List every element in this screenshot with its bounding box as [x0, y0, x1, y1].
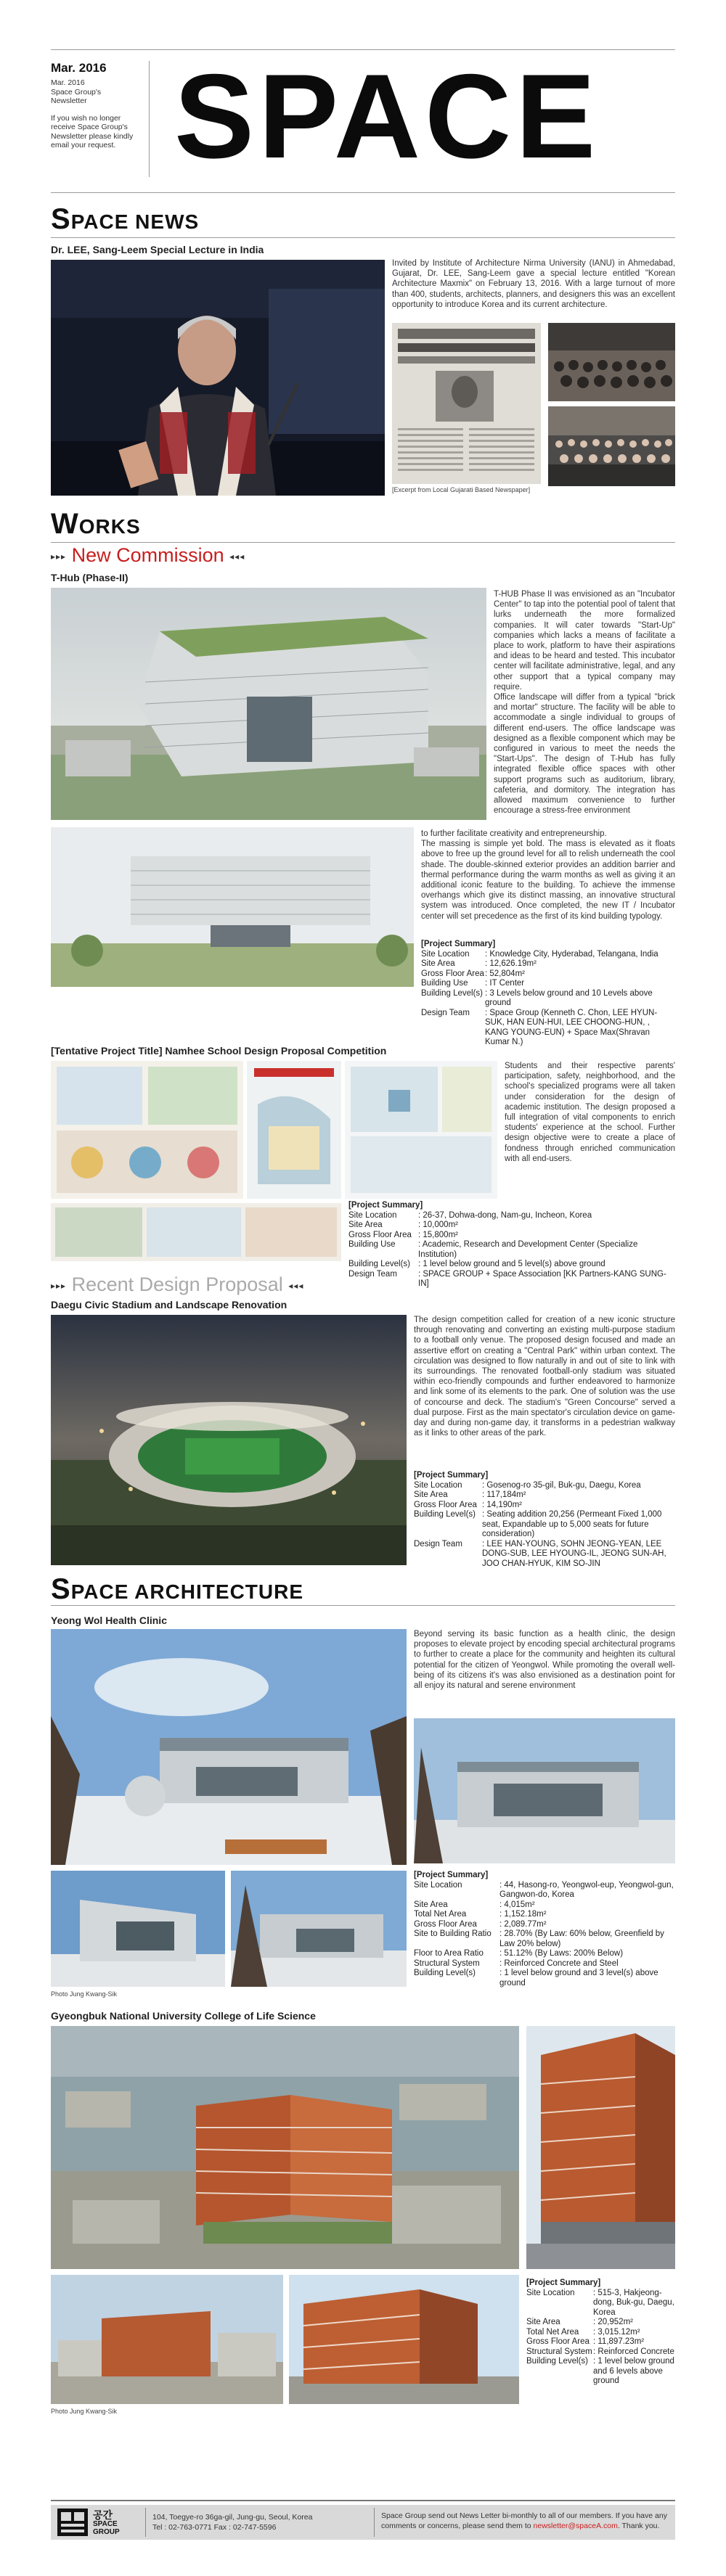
- unsubscribe-note: If you wish no longer receive Space Group's Newsletter please kindly email your request.: [51, 113, 134, 149]
- summary-row: [414, 1929, 675, 1949]
- footer-address: [152, 2512, 312, 2532]
- summary-value: : Reinforced Concrete: [593, 2347, 674, 2356]
- summary-key: Gross Floor Area: [414, 1500, 477, 1509]
- summary-row: [421, 979, 675, 989]
- daegu-summary-rows: [414, 1481, 675, 1570]
- summary-key: Site Area: [348, 1221, 383, 1229]
- gyeongbuk-photo-4: [289, 2275, 519, 2404]
- yeongwol-photo-4: [231, 1871, 407, 1987]
- namhee-title: [Tentative Project Title] Namhee School Design Proposal Competition: [51, 1045, 387, 1057]
- summary-key: Floor to Area Ratio: [414, 1949, 484, 1958]
- summary-row: [526, 2347, 675, 2358]
- works-heading-rest: ORKS: [78, 515, 141, 538]
- thub-body-1: T-HUB Phase II was envisioned as an "Incubator Center" to tap into the potential pool of talent that lurks underneath the more formalized companies. It will cater towards "Start-Up" companies which lacks a means of facilitate a place to work, platform to have their aspirations and ideas to be heard and tested. This incubator center will facilitate administrative, legal, and any other support that a typical company may require. Office landscape will differ from a typical "brick and mortar" structure. The facility will be able to accommodate a single individual to groups of different end-users. The office landscape was designed as a flexible component which may be configured in various to meet the needs the "Start-Ups". The design of T-Hub has fully integrated flexible office spaces with other support programs such as auditorium, library, cafeteria, and dormitory. The integration has allowed maximum convenience to further encourage a stress-free environment: [494, 590, 675, 816]
- footer-note-before: Space Group send out News Letter bi-monthly to all of our members. If you have any comments or concerns, please send them to: [381, 2511, 667, 2530]
- summary-row: [348, 1260, 675, 1270]
- summary-value: : IT Center: [485, 979, 525, 988]
- summary-row: [526, 2318, 675, 2328]
- summary-row: [414, 1540, 675, 1570]
- summary-row: [414, 1501, 675, 1511]
- summary-row: [414, 1969, 675, 1988]
- summary-key: Building Level(s): [526, 2357, 589, 2366]
- summary-row: [414, 1900, 675, 1911]
- logo-text-2: GROUP: [93, 2528, 120, 2536]
- footer-address-line: 104, Toegye-ro 36ga-gil, Jung-gu, Seoul, Korea: [152, 2513, 313, 2522]
- summary-key: Site to Building Ratio: [414, 1929, 492, 1938]
- summary-value: : 1 level below ground and 5 level(s) above ground: [418, 1260, 605, 1268]
- gyeongbuk-title: Gyeongbuk National University College of Life Science: [51, 2010, 316, 2022]
- summary-value: : 10,000m²: [418, 1221, 458, 1229]
- summary-key: Structural System: [414, 1958, 480, 1968]
- news-heading-rest: PACE NEWS: [70, 210, 200, 233]
- summary-row: [414, 1481, 675, 1491]
- clipping-caption: [Excerpt from Local Gujarati Based Newspaper]: [392, 486, 531, 493]
- logo-mark-icon: [57, 2508, 89, 2537]
- summary-value: : Gosenog-ro 35-gil, Buk-gu, Daegu, Korea: [482, 1480, 641, 1490]
- summary-value: : 11,897.23m²: [593, 2337, 645, 2346]
- namhee-body: Students and their respective parents' participation, safety, neighborhood, and the school's specialized programs were all taken under consideration for the design of academic institution. The design proposed a full integration of vital components to enrich students' experience at the school. Further design objective were to create a place of fondness through enriched communication with all end-users.: [505, 1062, 675, 1163]
- summary-row: [348, 1211, 675, 1221]
- thub-summary-head: [Project Summary]: [421, 940, 496, 948]
- summary-row: [421, 959, 675, 969]
- new-commission-label: [51, 544, 245, 567]
- summary-value: : 44, Hasong-ro, Yeongwol-eup, Yeongwol-gun, Gangwon-do, Korea: [499, 1880, 674, 1899]
- daegu-summary: [414, 1471, 675, 1569]
- group-photo: [548, 406, 675, 486]
- summary-value: : SPACE GROUP + Space Association [KK Partners-KANG SUNG-IN]: [418, 1269, 666, 1288]
- summary-key: Site Area: [421, 959, 455, 968]
- footer-divider: [145, 2508, 146, 2537]
- thub-elevation-render: [51, 827, 414, 987]
- namhee-summary: [348, 1201, 675, 1289]
- masthead-bottom-rule: [51, 192, 675, 193]
- footer-rule: [51, 2500, 675, 2501]
- summary-row: [414, 1490, 675, 1501]
- summary-key: Site Location: [414, 1880, 462, 1890]
- works-heading: [51, 508, 141, 541]
- summary-value: : 1 level below ground and 3 level(s) above ground: [499, 1969, 658, 1988]
- summary-key: Building Level(s): [414, 1510, 476, 1519]
- architecture-heading: [51, 1573, 303, 1606]
- summary-key: Site Location: [348, 1210, 397, 1220]
- summary-key: Total Net Area: [526, 2327, 579, 2337]
- arrows-right: ◂◂◂: [229, 551, 245, 562]
- summary-value: : Space Group (Kenneth C. Chon, LEE HYUN-SUK, HAN EUN-HUI, LEE CHOONG-HUN, , KANG YOUNG-EUN) + Space Max(Shravan Kumar N.): [485, 1008, 658, 1046]
- architecture-heading-rest: PACE ARCHITECTURE: [70, 1580, 304, 1603]
- gyeongbuk-facade-photo: [526, 2026, 675, 2269]
- summary-key: Total Net Area: [414, 1910, 467, 1919]
- summary-key: Building Level(s): [414, 1969, 476, 1977]
- summary-value: : 15,800m²: [418, 1230, 458, 1239]
- summary-row: [348, 1221, 675, 1231]
- summary-row: [348, 1270, 675, 1289]
- audience-photo: [548, 323, 675, 401]
- summary-key: Site Location: [421, 949, 470, 959]
- summary-key: Gross Floor Area: [526, 2337, 590, 2346]
- works-heading-initial: W: [51, 508, 79, 540]
- gyeongbuk-photo-credit: Photo Jung Kwang-Sik: [51, 2408, 118, 2415]
- summary-key: Site Area: [414, 1900, 448, 1909]
- summary-row: [414, 1920, 675, 1930]
- summary-row: [421, 950, 675, 960]
- thub-body-2: to further facilitate creativity and entrepreneurship. The massing is simple yet bold. The mass is elevated as it floats above to free up the ground level for all to relish underneath the cool shade. The double-skinned exterior provides an addition barrier and thermal performance during the warm months as well as giving it an additional iconic feature to the building. To achieve the immense overhangs which give its distinct massing, an innovative structural system was introduced. Once completed, the new IT / Incubator center will set precedence as the first of its kind building typology.: [421, 829, 675, 921]
- summary-row: [414, 1881, 675, 1900]
- gyeongbuk-photo-3: [51, 2275, 283, 2404]
- news-heading-initial: S: [51, 203, 71, 235]
- summary-value: : 20,952m²: [593, 2318, 633, 2326]
- summary-value: : 515-3, Hakjeong-dong, Buk-gu, Daegu, Korea: [593, 2288, 674, 2317]
- summary-row: [348, 1231, 675, 1241]
- summary-key: Building Level(s): [348, 1260, 411, 1268]
- summary-row: [414, 1510, 675, 1540]
- summary-row: [414, 1959, 675, 1969]
- summary-key: Gross Floor Area: [348, 1230, 412, 1239]
- architecture-rule: [51, 1605, 675, 1606]
- summary-key: Site Area: [526, 2318, 560, 2326]
- summary-row: [526, 2337, 675, 2347]
- daegu-title: Daegu Civic Stadium and Landscape Renovation: [51, 1299, 287, 1310]
- news-rule: [51, 237, 675, 238]
- summary-key: Gross Floor Area: [421, 969, 484, 978]
- summary-row: [421, 989, 675, 1009]
- issue-line-1: Mar. 2016: [51, 78, 85, 87]
- summary-value: : 52,804m²: [485, 969, 525, 978]
- yeongwol-summary: [414, 1871, 675, 1988]
- summary-key: Design Team: [421, 1008, 470, 1017]
- summary-value: : 14,190m²: [482, 1500, 522, 1509]
- summary-value: : 1 level below ground and 6 levels above ground: [593, 2357, 674, 2385]
- namhee-board-3: [345, 1061, 497, 1199]
- arrows-left: ▸▸▸: [51, 1280, 67, 1291]
- namhee-summary-rows: [348, 1211, 675, 1289]
- news-body: Invited by Institute of Architecture Nirma University (IANU) in Ahmedabad, Gujarat, Dr. LEE, Sang-Leem gave a special lecture entitled "Korean Architecture Maxmix" on February 13, 2016. With a large turnout of more than 400, students, architects, planners, and designers this was an excellent opportunity to introduce Korea and its current architecture.: [392, 259, 675, 309]
- summary-row: [414, 1910, 675, 1920]
- summary-row: [414, 1949, 675, 1959]
- new-commission-text: New Commission: [71, 544, 224, 566]
- thub-summary: [421, 940, 675, 1048]
- summary-row: [421, 969, 675, 980]
- gyeongbuk-summary-rows: [526, 2289, 675, 2387]
- summary-row: [421, 1009, 675, 1048]
- yeongwol-photo-credit: Photo Jung Kwang-Sik: [51, 1990, 118, 1998]
- footer-note: [381, 2511, 672, 2531]
- summary-value: : LEE HAN-YOUNG, SOHN JEONG-YEAN, LEE DONG-SUB, LEE HYOUNG-IL, JEONG SUN-AH, JOO CHAN-HYUK, KIM SO-JIN: [482, 1539, 666, 1568]
- summary-key: Design Team: [348, 1269, 397, 1279]
- yeongwol-title: Yeong Wol Health Clinic: [51, 1615, 167, 1626]
- gyeongbuk-summary-head: [Project Summary]: [526, 2278, 601, 2287]
- daegu-stadium-render: [51, 1315, 407, 1565]
- summary-value: : Reinforced Concrete and Steel: [499, 1958, 619, 1968]
- summary-value: : 3,015.12m²: [593, 2327, 640, 2337]
- summary-value: : Seating addition 20,256 (Permeant Fixed 1,000 seat, Expandable up to 5,000 seats for future consideration): [482, 1510, 662, 1538]
- summary-value: : 51.12% (By Laws: 200% Below): [499, 1949, 624, 1958]
- recent-proposal-label: [51, 1273, 303, 1296]
- logo-korean: 공간: [93, 2509, 113, 2521]
- summary-value: : 117,184m²: [482, 1490, 526, 1499]
- footer-note-after: . Thank you.: [617, 2522, 660, 2530]
- thub-summary-rows: [421, 950, 675, 1048]
- lecture-photo: [51, 260, 385, 496]
- summary-key: Site Location: [526, 2288, 575, 2297]
- newspaper-clipping: [392, 323, 541, 484]
- yeongwol-photo-3: [51, 1871, 225, 1987]
- masthead-divider: [149, 61, 150, 177]
- summary-value: : Knowledge City, Hyderabad, Telangana, India: [485, 949, 658, 959]
- summary-value: : 2,089.77m²: [499, 1919, 547, 1929]
- summary-key: Building Use: [421, 979, 468, 988]
- summary-key: Structural System: [526, 2347, 592, 2356]
- footer-divider-2: [374, 2508, 375, 2537]
- summary-key: Gross Floor Area: [414, 1919, 477, 1929]
- works-rule: [51, 542, 675, 543]
- daegu-body: The design competition called for creation of a new iconic structure through renovating and converting an existing multi-purpose stadium to a football only venue. The proposed design focused and made an assertive effort on creating a "Central Park" within urban context. The circulation was designed to flow naturally in and out of site to link with its surroundings. The renovated football-only stadium was situated within eco-friendly compounds and further endeavored to harmonize and link some of its elements to the park. One of solution was the use of concourse and deck. The stadium's "Green Concourse" served a dual purpose. First as the main spectator's circulation device on game-day and during non-game day, it transforms in a pedestrian walkway as it links to other areas of the park.: [414, 1316, 675, 1438]
- summary-key: Design Team: [414, 1539, 462, 1549]
- summary-row: [526, 2328, 675, 2338]
- namhee-summary-head: [Project Summary]: [348, 1201, 423, 1210]
- namhee-board-2: [247, 1061, 341, 1199]
- footer-phone: Tel : 02-763-0771 Fax : 02-747-5596: [152, 2523, 277, 2532]
- space-group-logo: [57, 2508, 144, 2538]
- summary-value: : Academic, Research and Development Center (Specialize Institution): [418, 1240, 638, 1259]
- yeongwol-summary-head: [Project Summary]: [414, 1871, 489, 1879]
- gyeongbuk-aerial-photo: [51, 2026, 519, 2269]
- newsletter-email-link[interactable]: newsletter@spaceA.com: [533, 2522, 618, 2530]
- issue-date: Mar. 2016: [51, 61, 107, 75]
- yeongwol-body: Beyond serving its basic function as a health clinic, the design proposes to elevate project by encoding special architectural programs to further to create a place for the community and heighten its cultural potential for the citizen of Yeongwol. While promoting the overall well-being of its citizens it's was also envisioned as a destination point for all enjoy its natural and serene environment: [414, 1630, 675, 1691]
- logo-text-1: SPACE: [93, 2520, 118, 2528]
- summary-key: Building Use: [348, 1240, 396, 1249]
- summary-value: : 12,626.19m²: [485, 959, 537, 968]
- thub-title: T-Hub (Phase-II): [51, 572, 129, 583]
- namhee-board-1: [51, 1061, 243, 1199]
- summary-row: [526, 2289, 675, 2318]
- summary-key: Building Level(s): [421, 988, 484, 998]
- thub-aerial-render: [51, 588, 486, 820]
- daegu-summary-head: [Project Summary]: [414, 1471, 489, 1480]
- arrows-right: ◂◂◂: [288, 1280, 304, 1291]
- summary-value: : 3 Levels below ground and 10 Levels above ground: [485, 988, 653, 1007]
- yeongwol-side-photo: [414, 1718, 675, 1863]
- recent-proposal-text: Recent Design Proposal: [71, 1273, 283, 1295]
- issue-line-2: Space Group's: [51, 87, 102, 97]
- news-title: Dr. LEE, Sang-Leem Special Lecture in India: [51, 244, 264, 255]
- summary-row: [348, 1240, 675, 1260]
- summary-value: : 1,152.18m²: [499, 1910, 547, 1919]
- yeongwol-summary-rows: [414, 1881, 675, 1989]
- space-news-heading: [51, 203, 199, 236]
- architecture-heading-initial: S: [51, 1573, 71, 1605]
- summary-value: : 26-37, Dohwa-dong, Nam-gu, Incheon, Korea: [418, 1210, 592, 1220]
- yeongwol-main-photo: [51, 1629, 407, 1865]
- masthead-title: SPACE: [174, 49, 600, 183]
- summary-key: Site Location: [414, 1480, 462, 1490]
- summary-value: : 28.70% (By Law: 60% below, Greenfield by Law 20% below): [499, 1929, 664, 1948]
- summary-row: [526, 2357, 675, 2387]
- summary-value: : 4,015m²: [499, 1900, 535, 1909]
- issue-info: [51, 78, 145, 150]
- arrows-left: ▸▸▸: [51, 551, 67, 562]
- namhee-board-4: [51, 1203, 341, 1261]
- gyeongbuk-summary: [526, 2278, 675, 2387]
- summary-key: Site Area: [414, 1490, 448, 1499]
- issue-line-3: Newsletter: [51, 97, 87, 105]
